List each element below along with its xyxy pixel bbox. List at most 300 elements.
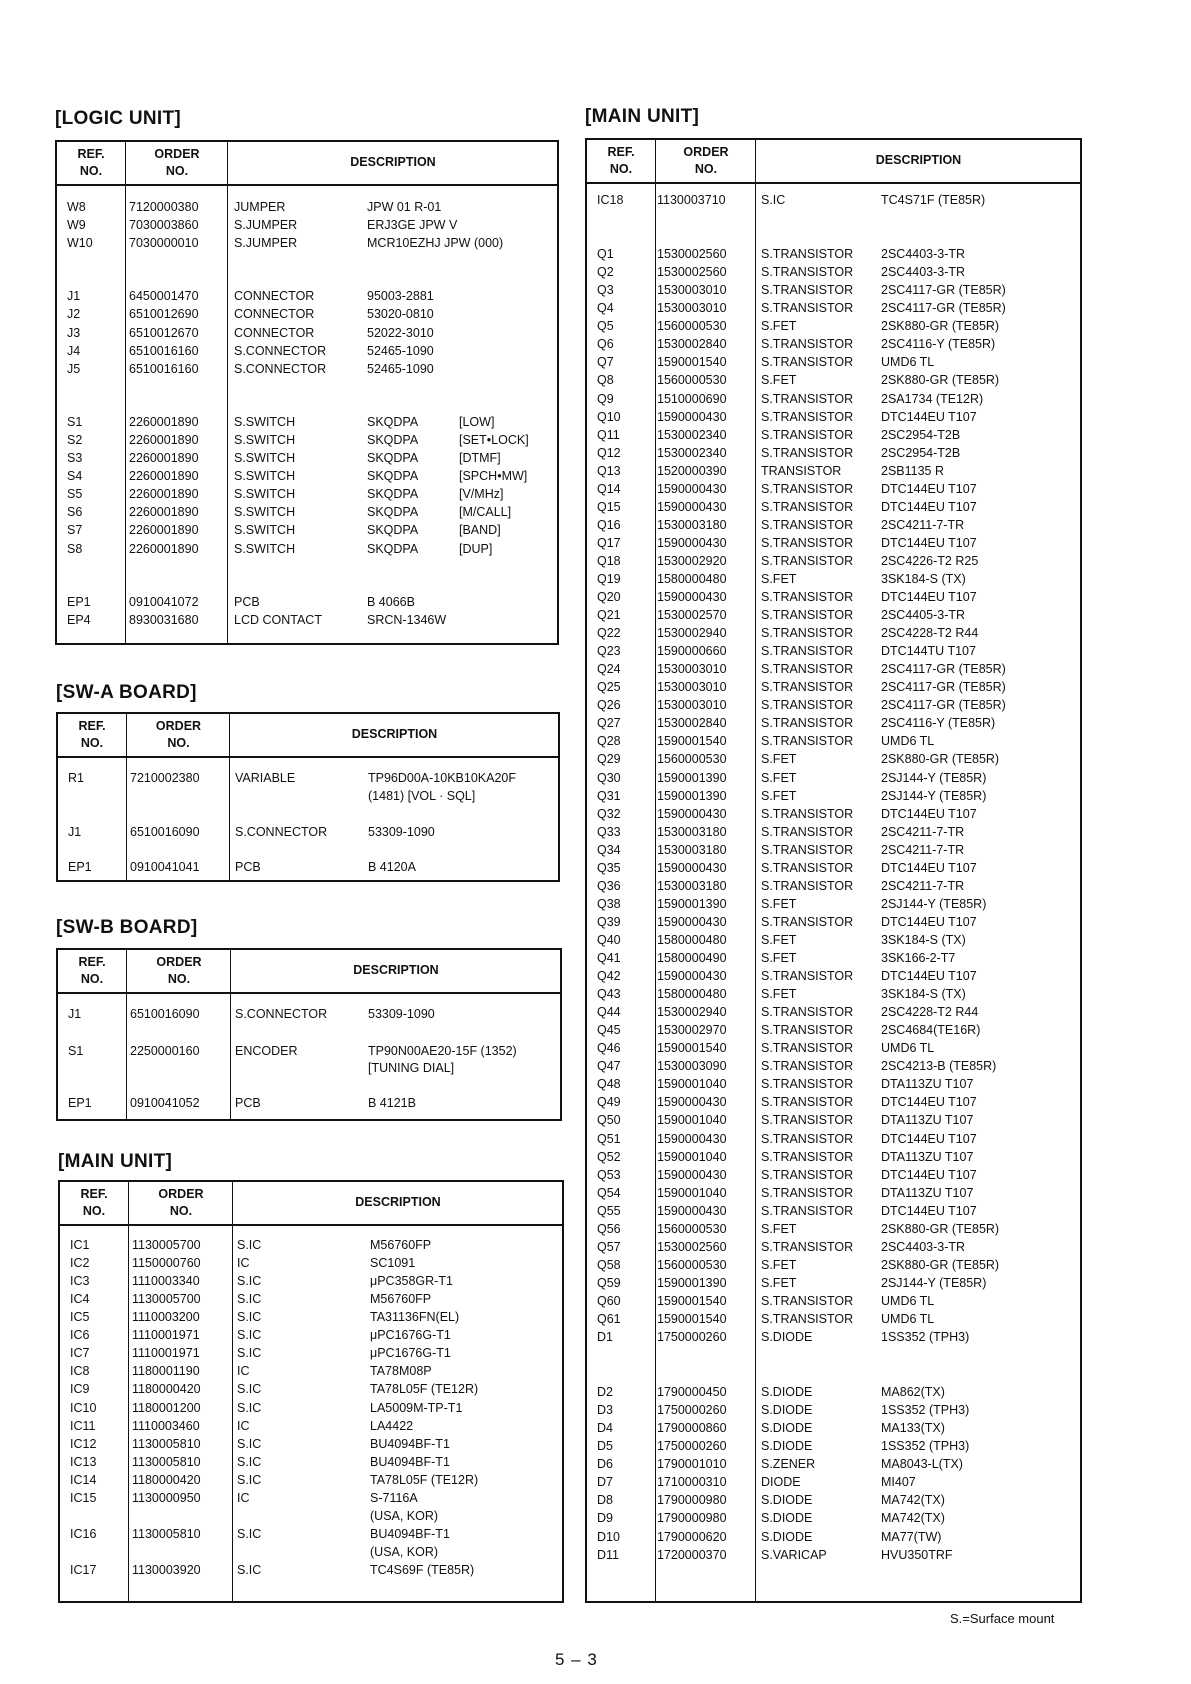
ref-no: Q27	[597, 716, 621, 731]
order-no: 1180001190	[132, 1364, 200, 1379]
note: [BAND]	[459, 523, 501, 538]
note: [LOW]	[459, 414, 495, 429]
table-row	[587, 1075, 1080, 1093]
ref-no: Q50	[597, 1113, 621, 1128]
part-no: DTA113ZU T107	[881, 1185, 974, 1200]
part-no: TP90N00AE20-15F (1352)	[368, 1043, 517, 1058]
order-no: 1790000980	[657, 1493, 727, 1508]
ref-no: Q13	[597, 463, 621, 478]
part-no: 2SC4116-Y (TE85R)	[881, 337, 996, 352]
description: IC	[237, 1490, 250, 1505]
description: S.TRANSISTOR	[761, 1293, 854, 1308]
description: S.IC	[237, 1346, 262, 1361]
description: S.IC	[237, 1526, 262, 1541]
order-no: 1530003180	[657, 842, 727, 857]
part-no: TA31136FN(EL)	[370, 1310, 460, 1325]
ref-no: S7	[67, 523, 83, 538]
order-no-header: ORDER NO.	[683, 145, 729, 176]
description: S.TRANSISTOR	[761, 914, 854, 929]
table-row	[587, 1419, 1080, 1437]
part-no: 2SC2954-T2B	[881, 427, 961, 442]
part-no: 2SC4117-GR (TE85R)	[881, 662, 1006, 677]
part-no: 2SA1734 (TE12R)	[881, 391, 984, 406]
order-no-header: ORDER NO.	[158, 1187, 204, 1218]
table-row	[587, 1166, 1080, 1184]
description: S.TRANSISTOR	[761, 1023, 854, 1038]
order-no: 1530003010	[657, 680, 727, 695]
order-no: 2260001890	[129, 487, 199, 502]
table-row	[587, 750, 1080, 768]
description: S.SWITCH	[234, 541, 296, 556]
ref-no: Q26	[597, 698, 621, 713]
table-row	[587, 931, 1080, 949]
note: [V/MHz]	[459, 487, 504, 502]
description: S.FET	[761, 987, 797, 1002]
order-no: 1530002560	[657, 265, 727, 280]
description: S.SWITCH	[234, 469, 296, 484]
part-no: μPC1676G-T1	[370, 1346, 451, 1361]
ref-no-header: REF. NO.	[78, 719, 106, 750]
table-row	[587, 1437, 1080, 1455]
order-no: 1530002570	[657, 608, 727, 623]
order-no: 1130000950	[132, 1490, 201, 1505]
part-no: 2SK880-GR (TE85R)	[881, 752, 1000, 767]
part-no: TC4S69F (TE85R)	[370, 1562, 475, 1577]
table-row	[60, 1435, 562, 1453]
order-no: 1530002920	[657, 553, 727, 568]
ref-no: Q42	[597, 969, 621, 983]
order-no: 1180001200	[132, 1400, 201, 1415]
ref-no: IC3	[70, 1274, 90, 1289]
order-no: 1560000530	[657, 373, 727, 388]
order-no-header: ORDER NO.	[154, 147, 200, 178]
order-no: 1590001040	[657, 1149, 727, 1164]
description-header: DESCRIPTION	[353, 963, 439, 977]
order-no: 1130003710	[657, 193, 726, 207]
order-no: 1790000620	[657, 1529, 727, 1544]
table-row	[57, 540, 557, 558]
description: S.TRANSISTOR	[761, 1005, 854, 1020]
part-no: 95003-2881	[367, 289, 434, 304]
description: S.FET	[761, 788, 797, 803]
order-no: 1530003180	[657, 517, 727, 532]
table-row	[587, 985, 1080, 1003]
order-no: 1790000450	[657, 1385, 727, 1400]
table-row	[58, 1094, 560, 1112]
description: S.TRANSISTOR	[761, 283, 854, 298]
order-no: 6510016160	[129, 343, 199, 358]
order-no: 1580000490	[657, 951, 727, 965]
main-unit-left-title: [MAIN UNIT]	[58, 1151, 173, 1172]
order-no: 1110003200	[132, 1310, 200, 1325]
ref-no: Q38	[597, 896, 621, 911]
table-row	[587, 1148, 1080, 1166]
table-row	[587, 588, 1080, 606]
order-no: 2260001890	[129, 505, 199, 520]
order-no: 1590000430	[657, 1095, 727, 1110]
description: S.ZENER	[761, 1457, 816, 1472]
part-no: SKQDPA	[367, 505, 419, 520]
table-row	[57, 305, 557, 323]
order-no: 1590001540	[657, 734, 727, 749]
part-no: TA78M08P	[370, 1364, 432, 1379]
ref-no: EP4	[67, 612, 91, 627]
table-row	[587, 317, 1080, 335]
description: S.FET	[761, 951, 797, 965]
description: S.DIODE	[761, 1330, 813, 1344]
order-no: 0910041052	[130, 1095, 200, 1110]
part-no: 2SJ144-Y (TE85R)	[881, 1275, 987, 1290]
ref-no: D2	[597, 1385, 613, 1400]
part-no: B 4121B	[368, 1095, 416, 1110]
ref-no: Q31	[597, 788, 621, 803]
description: S.IC	[237, 1382, 262, 1397]
part-no: TP96D00A-10KB10KA20F	[368, 771, 517, 785]
table-row	[587, 371, 1080, 389]
ref-no: Q49	[597, 1095, 621, 1110]
ref-no: IC2	[70, 1256, 90, 1270]
table-row	[60, 1290, 562, 1308]
part-no: 2SK880-GR (TE85R)	[881, 1257, 1000, 1272]
order-no: 1750000260	[657, 1330, 727, 1344]
description: PCB	[235, 859, 261, 874]
table-row	[57, 503, 557, 521]
description: S.TRANSISTOR	[761, 590, 854, 604]
order-no: 1790001010	[657, 1457, 727, 1472]
ref-no: Q41	[597, 951, 621, 965]
part-no: 2SC4403-3-TR	[881, 247, 966, 261]
table-row	[57, 360, 557, 378]
description: S.TRANSISTOR	[761, 1312, 854, 1326]
ref-no: Q18	[597, 553, 621, 568]
part-no: MA133(TX)	[881, 1421, 945, 1436]
order-no: 1590000660	[657, 644, 727, 659]
table-row	[587, 1021, 1080, 1039]
order-no: 1530002840	[657, 716, 727, 731]
order-no: 1530002940	[657, 1005, 727, 1020]
part-no: MI407	[881, 1475, 916, 1490]
part-no: B 4066B	[367, 594, 415, 609]
part-no: SKQDPA	[367, 414, 419, 429]
ref-no: Q60	[597, 1293, 621, 1308]
table-row	[587, 696, 1080, 714]
ref-no: Q23	[597, 644, 621, 659]
table-row	[60, 1326, 562, 1344]
ref-no: IC18	[597, 193, 624, 207]
part-no: 2SC4403-3-TR	[881, 1239, 966, 1254]
table-row	[57, 413, 557, 431]
table-row	[587, 1130, 1080, 1148]
description: S.FET	[761, 319, 797, 334]
order-no: 2260001890	[129, 451, 199, 465]
ref-no: Q2	[597, 265, 614, 280]
ref-no: Q3	[597, 283, 614, 298]
table-row	[60, 1308, 562, 1326]
description: S.FET	[761, 572, 797, 586]
table-row	[587, 426, 1080, 444]
ref-no: Q43	[597, 987, 621, 1002]
description: S.IC	[237, 1562, 262, 1577]
ref-no-header: REF. NO.	[607, 145, 635, 176]
order-no: 1110003460	[132, 1418, 200, 1433]
table-row	[587, 805, 1080, 823]
table-row	[58, 858, 558, 876]
table-row	[587, 642, 1080, 660]
ref-no: Q45	[597, 1023, 621, 1038]
description-header: DESCRIPTION	[350, 155, 436, 169]
description-header: DESCRIPTION	[875, 153, 962, 167]
logic-unit-title: [LOGIC UNIT]	[55, 108, 182, 129]
description: S.SWITCH	[234, 451, 296, 465]
order-no: 1590001540	[657, 355, 727, 370]
surface-mount-note: S.=Surface mount	[950, 1611, 1055, 1626]
order-no: 7030000010	[129, 236, 199, 251]
table-row	[58, 769, 558, 787]
table-row	[60, 1362, 562, 1380]
table-row	[587, 769, 1080, 787]
table-row	[587, 534, 1080, 552]
part-no: 2SC4211-7-TR	[881, 824, 965, 839]
part-no: 2SC4116-Y (TE85R)	[881, 716, 996, 731]
description: S.TRANSISTOR	[761, 1131, 854, 1146]
table-row	[587, 570, 1080, 588]
table-row	[587, 498, 1080, 516]
description: S.FET	[761, 752, 797, 767]
order-no: 1590000430	[657, 535, 727, 550]
table-row	[587, 660, 1080, 678]
table-row	[587, 1455, 1080, 1473]
table-row	[587, 299, 1080, 317]
part-no: 3SK184-S (TX)	[881, 932, 966, 947]
description: S.DIODE	[761, 1493, 813, 1508]
description: S.TRANSISTOR	[761, 1149, 854, 1164]
description: S.TRANSISTOR	[761, 1185, 854, 1200]
description: S.IC	[237, 1400, 262, 1415]
order-no: 1790000980	[657, 1511, 727, 1526]
order-no: 1580000480	[657, 987, 727, 1002]
ref-no: Q57	[597, 1239, 621, 1254]
table-row	[587, 1274, 1080, 1292]
order-no: 2250000160	[130, 1043, 200, 1058]
table-row	[587, 1310, 1080, 1328]
ref-no: Q30	[597, 770, 621, 785]
description: S.CONNECTOR	[235, 1007, 328, 1021]
ref-no: J5	[67, 361, 81, 376]
description-header: DESCRIPTION	[351, 727, 438, 741]
description: S.SWITCH	[234, 505, 296, 520]
ref-no: Q39	[597, 914, 621, 929]
part-no: SKQDPA	[367, 451, 419, 465]
description: S.FET	[761, 770, 797, 785]
order-no: 1530002560	[657, 247, 727, 261]
description: VARIABLE	[235, 771, 296, 785]
description: DIODE	[761, 1475, 801, 1490]
order-no: 1590001040	[657, 1113, 727, 1128]
table-row	[60, 1272, 562, 1290]
description: S.TRANSISTOR	[761, 824, 854, 839]
table-row	[587, 1546, 1080, 1564]
description: S.CONNECTOR	[234, 361, 327, 376]
table-row	[587, 823, 1080, 841]
description: S.TRANSISTOR	[761, 860, 854, 875]
part-no: μPC1676G-T1	[370, 1328, 451, 1343]
part-no: UMD6 TL	[881, 1041, 935, 1056]
table-row	[587, 913, 1080, 931]
description: S.TRANSISTOR	[761, 499, 854, 514]
ref-no: IC14	[70, 1472, 97, 1487]
ref-no: Q36	[597, 878, 621, 893]
ref-no: Q32	[597, 806, 621, 821]
part-no: 2SC2954-T2B	[881, 445, 961, 460]
part-no: DTC144EU T107	[881, 409, 977, 424]
table-row	[587, 408, 1080, 426]
part-no: B 4120A	[368, 859, 416, 874]
part-no: SC1091	[370, 1256, 416, 1270]
order-no: 1130005810	[132, 1526, 201, 1541]
order-no: 1530003090	[657, 1059, 727, 1074]
description: S.TRANSISTOR	[761, 391, 854, 406]
ref-no: IC7	[70, 1346, 90, 1361]
order-no: 1590000430	[657, 860, 727, 875]
order-no: 1580000480	[657, 572, 727, 586]
part-no: 53020-0810	[367, 307, 434, 322]
part-no: DTC144EU T107	[881, 535, 977, 550]
description: S.TRANSISTOR	[761, 1041, 854, 1056]
table-row	[587, 606, 1080, 624]
description: S.TRANSISTOR	[761, 1113, 854, 1128]
table-row	[587, 1220, 1080, 1238]
order-no: 1530003180	[657, 878, 727, 893]
part-no: 2SK880-GR (TE85R)	[881, 319, 1000, 334]
table-row	[587, 1057, 1080, 1075]
description: S.VARICAP	[761, 1547, 827, 1562]
ref-no: S1	[67, 414, 83, 429]
ref-no: Q12	[597, 445, 621, 460]
part-no: LA4422	[370, 1418, 414, 1433]
part-no: S-7116A	[370, 1490, 418, 1505]
part-no: 2SC4211-7-TR	[881, 517, 965, 532]
description: S.DIODE	[761, 1439, 813, 1454]
ref-no: IC1	[70, 1238, 90, 1252]
description: JUMPER	[234, 200, 286, 214]
ref-no: Q58	[597, 1257, 621, 1272]
description: S.TRANSISTOR	[761, 355, 854, 370]
description: S.TRANSISTOR	[761, 644, 854, 659]
description: S.IC	[237, 1454, 262, 1469]
part-no: DTC144EU T107	[881, 481, 977, 496]
order-no: 1590001040	[657, 1077, 727, 1092]
part-no: SKQDPA	[367, 432, 419, 447]
description: S.CONNECTOR	[235, 825, 328, 839]
ref-no: IC13	[70, 1454, 97, 1469]
part-no: [TUNING DIAL]	[368, 1061, 455, 1075]
description: S.TRANSISTOR	[761, 1167, 854, 1182]
part-no: DTC144EU T107	[881, 1167, 977, 1182]
order-no: 1130003920	[132, 1562, 201, 1577]
order-no: 1520000390	[657, 463, 727, 478]
order-no: 1510000690	[657, 391, 727, 406]
table-row	[587, 245, 1080, 263]
order-no: 2260001890	[129, 541, 199, 556]
part-no: (1481) [VOL · SQL]	[368, 788, 476, 803]
description: S.TRANSISTOR	[761, 969, 854, 983]
note: [M/CALL]	[459, 505, 512, 520]
description: IC	[237, 1256, 250, 1270]
description: S.TRANSISTOR	[761, 716, 854, 731]
order-no: 6510016160	[129, 361, 199, 376]
part-no: 2SK880-GR (TE85R)	[881, 1221, 1000, 1236]
part-no: DTC144EU T107	[881, 969, 977, 983]
table-row	[587, 1184, 1080, 1202]
ref-no: D5	[597, 1439, 613, 1454]
table-row	[587, 480, 1080, 498]
ref-no: Q17	[597, 535, 621, 550]
part-no: 3SK184-S (TX)	[881, 987, 966, 1002]
ref-no: Q54	[597, 1185, 621, 1200]
table-row	[587, 787, 1080, 805]
swa-board-title: [SW-A BOARD]	[56, 682, 197, 703]
order-no: 6510012690	[129, 307, 199, 322]
swa-board-table	[56, 712, 560, 882]
ref-no: Q5	[597, 319, 614, 334]
ref-no: Q28	[597, 734, 621, 749]
note: [SET•LOCK]	[459, 432, 529, 447]
table-row	[58, 1059, 560, 1077]
description: S.IC	[237, 1310, 262, 1325]
description: S.SWITCH	[234, 523, 296, 538]
order-no: 1560000530	[657, 319, 727, 334]
ref-no-header: REF. NO.	[80, 1187, 108, 1218]
ref-no: D6	[597, 1457, 613, 1472]
description: S.TRANSISTOR	[761, 1059, 854, 1074]
order-no: 6450001470	[129, 289, 199, 304]
part-no: 1SS352 (TPH3)	[881, 1403, 970, 1418]
description: S.DIODE	[761, 1529, 813, 1544]
table-row	[587, 624, 1080, 642]
order-no: 1110001971	[132, 1328, 200, 1343]
table-row	[57, 593, 557, 611]
description: S.SWITCH	[234, 432, 296, 447]
table-row	[57, 611, 557, 629]
description: S.TRANSISTOR	[761, 301, 854, 316]
order-no: 6510016090	[130, 825, 200, 839]
description: S.TRANSISTOR	[761, 247, 854, 261]
part-no: DTC144EU T107	[881, 1095, 977, 1110]
table-row	[57, 287, 557, 305]
table-row	[587, 877, 1080, 895]
description: S.TRANSISTOR	[761, 1095, 854, 1110]
description: IC	[237, 1418, 250, 1433]
table-row	[587, 732, 1080, 750]
description: S.TRANSISTOR	[761, 878, 854, 893]
description: S.FET	[761, 373, 797, 388]
order-no: 1720000370	[657, 1547, 727, 1562]
order-no: 1530003180	[657, 824, 727, 839]
ref-no: J4	[67, 343, 81, 358]
table-row	[60, 1507, 562, 1525]
table-row	[587, 1039, 1080, 1057]
description: S.TRANSISTOR	[761, 535, 854, 550]
part-no: 2SC4228-T2 R44	[881, 1005, 979, 1020]
description: S.IC	[237, 1436, 262, 1451]
table-row	[57, 342, 557, 360]
ref-no: Q8	[597, 373, 614, 388]
ref-no: Q21	[597, 608, 621, 623]
ref-no: EP1	[68, 1095, 92, 1110]
description: S.TRANSISTOR	[761, 427, 854, 442]
ref-no-header: REF. NO.	[77, 147, 105, 178]
part-no: TA78L05F (TE12R)	[370, 1472, 479, 1487]
